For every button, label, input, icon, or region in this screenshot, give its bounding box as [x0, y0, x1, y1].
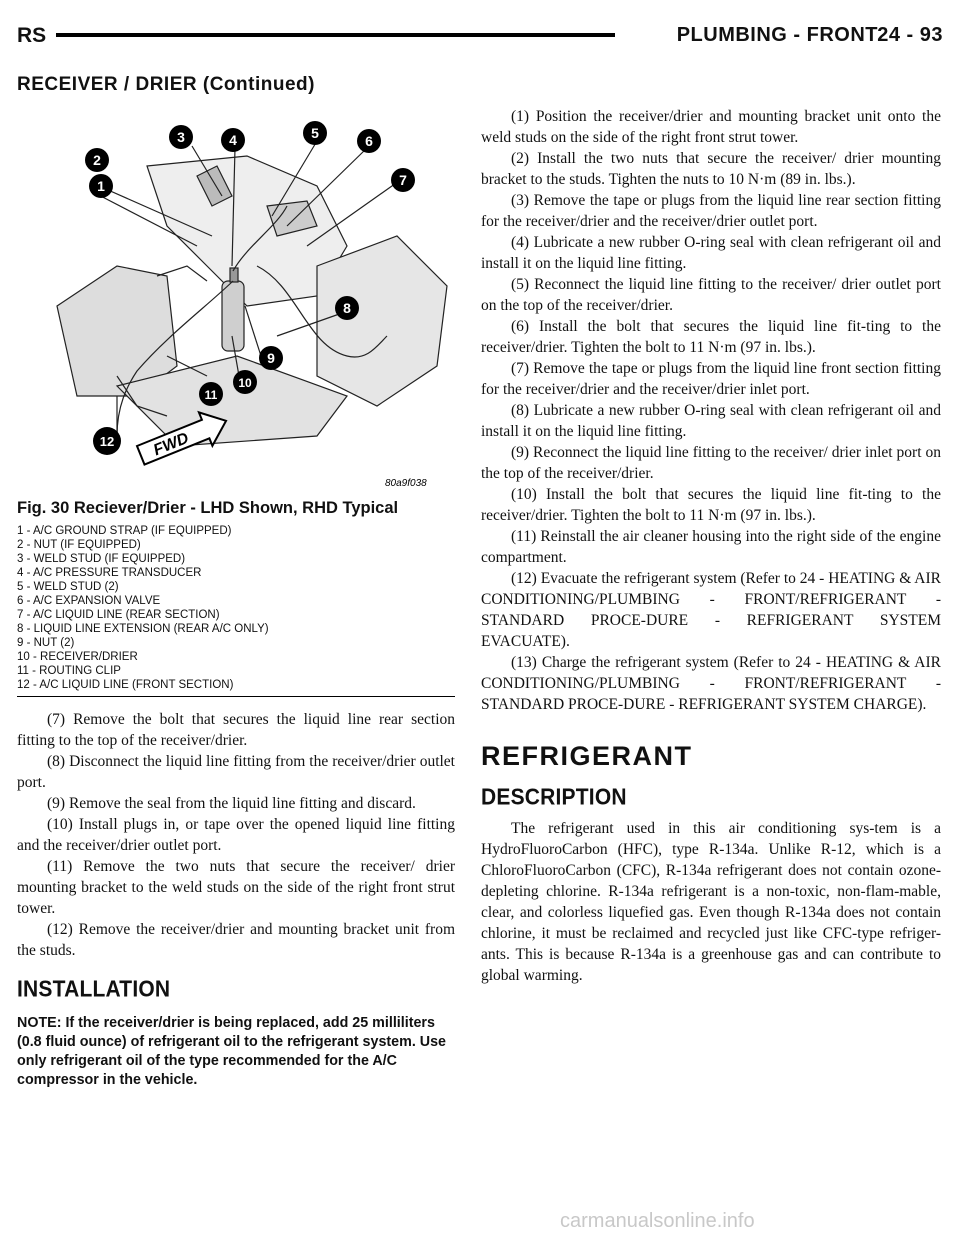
- callout-5: 5: [311, 125, 319, 141]
- callout-2: 2: [93, 152, 101, 168]
- figure-caption: Fig. 30 Reciever/Drier - LHD Shown, RHD Typical: [17, 499, 399, 517]
- callout-7: 7: [399, 172, 407, 188]
- figure-illustration: [17, 106, 455, 491]
- callout-1: 1: [97, 178, 105, 194]
- installation-heading: INSTALLATION: [17, 976, 171, 1003]
- header-title: PLUMBING - FRONT: [676, 24, 878, 46]
- step-paragraph: (7) Remove the bolt that secures the liquid line rear section fitting to the top of the receiver/drier.: [17, 711, 455, 749]
- step-paragraph: (8) Lubricate a new rubber O-ring seal with clean refrigerant oil and install it on the liquid line fitting.: [481, 402, 941, 440]
- callout-4: 4: [229, 132, 237, 148]
- callout-11: 11: [204, 388, 218, 402]
- step-paragraph: (2) Install the two nuts that secure the receiver/ drier mounting bracket to the studs. Tighten the nuts to 10 N·m (89 in. lbs.).: [481, 150, 941, 188]
- step-paragraph: (12) Evacuate the refrigerant system (Refer to 24 - HEATING & AIR CONDITIONING/PLUMBING - FRONT/REFRIGERANT - STANDARD PROCE-DURE - REFRIGERANT SYSTEM EVACUATE).: [481, 570, 941, 650]
- step-paragraph: (13) Charge the refrigerant system (Refer to 24 - HEATING & AIR CONDITIONING/PLUMBING - FRONT/REFRIGERANT - STANDARD PROCE-DURE - REFRIGERANT SYSTEM CHARGE).: [481, 654, 941, 713]
- callout-12: 12: [99, 434, 115, 449]
- fwd-label: FWD: [151, 429, 192, 460]
- description-paragraph: The refrigerant used in this air conditioning sys-tem is a HydroFluoroCarbon (HFC), type R-134a. Unlike R-12, which is a ChloroFluoroCarbon (CFC), R-134a refrigerant does not contain ozone-depleting chlorine. R-134a refrigerant is a non-toxic, non-flam-mable, clear, and colorless liquefied gas. Even though R-134a does not contain chlorine, it must be reclaimed and recycled just like CFC-type refriger-ants. This is because R-134a is a greenhouse gas and can contribute to global warming.: [481, 820, 941, 984]
- legend-item: 9 - NUT (2): [17, 637, 75, 649]
- description-heading: DESCRIPTION: [481, 784, 627, 811]
- callout-9: 9: [267, 350, 275, 366]
- callout-10: 10: [238, 376, 252, 390]
- legend-item: 5 - WELD STUD (2): [17, 581, 119, 593]
- watermark: carmanualsonline.info: [560, 1210, 755, 1232]
- step-paragraph: (7) Remove the tape or plugs from the liquid line front section fitting for the receiver/drier and the receiver/drier inlet port.: [481, 360, 941, 398]
- step-paragraph: (6) Install the bolt that secures the liquid line fit-ting to the receiver/drier. Tighten the bolt to 11 N·m (97 in. lbs.).: [481, 318, 941, 356]
- step-paragraph: (11) Reinstall the air cleaner housing into the right side of the engine compartment.: [481, 528, 941, 566]
- step-paragraph: (1) Position the receiver/drier and mounting bracket unit onto the weld studs on the side of the right front strut tower.: [481, 108, 941, 146]
- callout-6: 6: [365, 133, 373, 149]
- installation-note: NOTE: If the receiver/drier is being replaced, add 25 milliliters (0.8 fluid ounce) of refrigerant oil to the refrigerant system. Use only refrigerant oil of the type recommended for the A/C compressor in the vehicle.: [17, 1015, 446, 1088]
- step-paragraph: (5) Reconnect the liquid line fitting to the receiver/ drier outlet port on the top of the receiver/drier.: [481, 276, 941, 314]
- left-column: [17, 106, 455, 1090]
- legend-item: 3 - WELD STUD (IF EQUIPPED): [17, 553, 186, 565]
- step-paragraph: (10) Install the bolt that secures the liquid line fit-ting to the receiver/drier. Tighten the bolt to 11 N·m (97 in. lbs.).: [481, 486, 941, 524]
- legend-item: 4 - A/C PRESSURE TRANSDUCER: [17, 567, 202, 579]
- legend-item: 11 - ROUTING CLIP: [17, 665, 121, 677]
- legend-item: 1 - A/C GROUND STRAP (IF EQUIPPED): [17, 525, 232, 537]
- legend-item: 7 - A/C LIQUID LINE (REAR SECTION): [17, 609, 220, 621]
- engine-compartment-illustration: [17, 106, 455, 491]
- legend-item: 12 - A/C LIQUID LINE (FRONT SECTION): [17, 679, 234, 691]
- callout-8: 8: [343, 300, 351, 316]
- step-paragraph: (10) Install plugs in, or tape over the opened liquid line fitting and the receiver/drier outlet port.: [17, 816, 455, 854]
- header-rule: [56, 33, 615, 37]
- step-paragraph: (9) Reconnect the liquid line fitting to the receiver/ drier inlet port on the top of the receiver/drier.: [481, 444, 941, 482]
- right-column: [481, 106, 941, 986]
- legend-item: 2 - NUT (IF EQUIPPED): [17, 539, 141, 551]
- step-paragraph: (11) Remove the two nuts that secure the receiver/ drier mounting bracket to the weld studs on the side of the right front strut tower.: [17, 858, 455, 917]
- figure-id: 80a9f038: [385, 478, 427, 489]
- step-paragraph: (12) Remove the receiver/drier and mounting bracket unit from the studs.: [17, 921, 455, 959]
- figure-legend: [17, 524, 455, 697]
- refrigerant-heading: REFRIGERANT: [481, 741, 693, 771]
- legend-item: 8 - LIQUID LINE EXTENSION (REAR A/C ONLY): [17, 623, 269, 635]
- step-paragraph: (4) Lubricate a new rubber O-ring seal with clean refrigerant oil and install it on the liquid line fitting.: [481, 234, 941, 272]
- section-continued-title: RECEIVER / DRIER (Continued): [17, 74, 315, 95]
- legend-item: 10 - RECEIVER/DRIER: [17, 651, 138, 663]
- step-paragraph: (3) Remove the tape or plugs from the liquid line rear section fitting for the receiver/drier and the receiver/drier outlet port.: [481, 192, 941, 230]
- step-paragraph: (9) Remove the seal from the liquid line fitting and discard.: [47, 795, 416, 812]
- step-paragraph: (8) Disconnect the liquid line fitting from the receiver/drier outlet port.: [17, 753, 455, 791]
- header-section-code: RS: [17, 24, 47, 47]
- page-number: 24 - 93: [877, 24, 943, 46]
- callout-3: 3: [177, 129, 185, 145]
- legend-item: 6 - A/C EXPANSION VALVE: [17, 595, 161, 607]
